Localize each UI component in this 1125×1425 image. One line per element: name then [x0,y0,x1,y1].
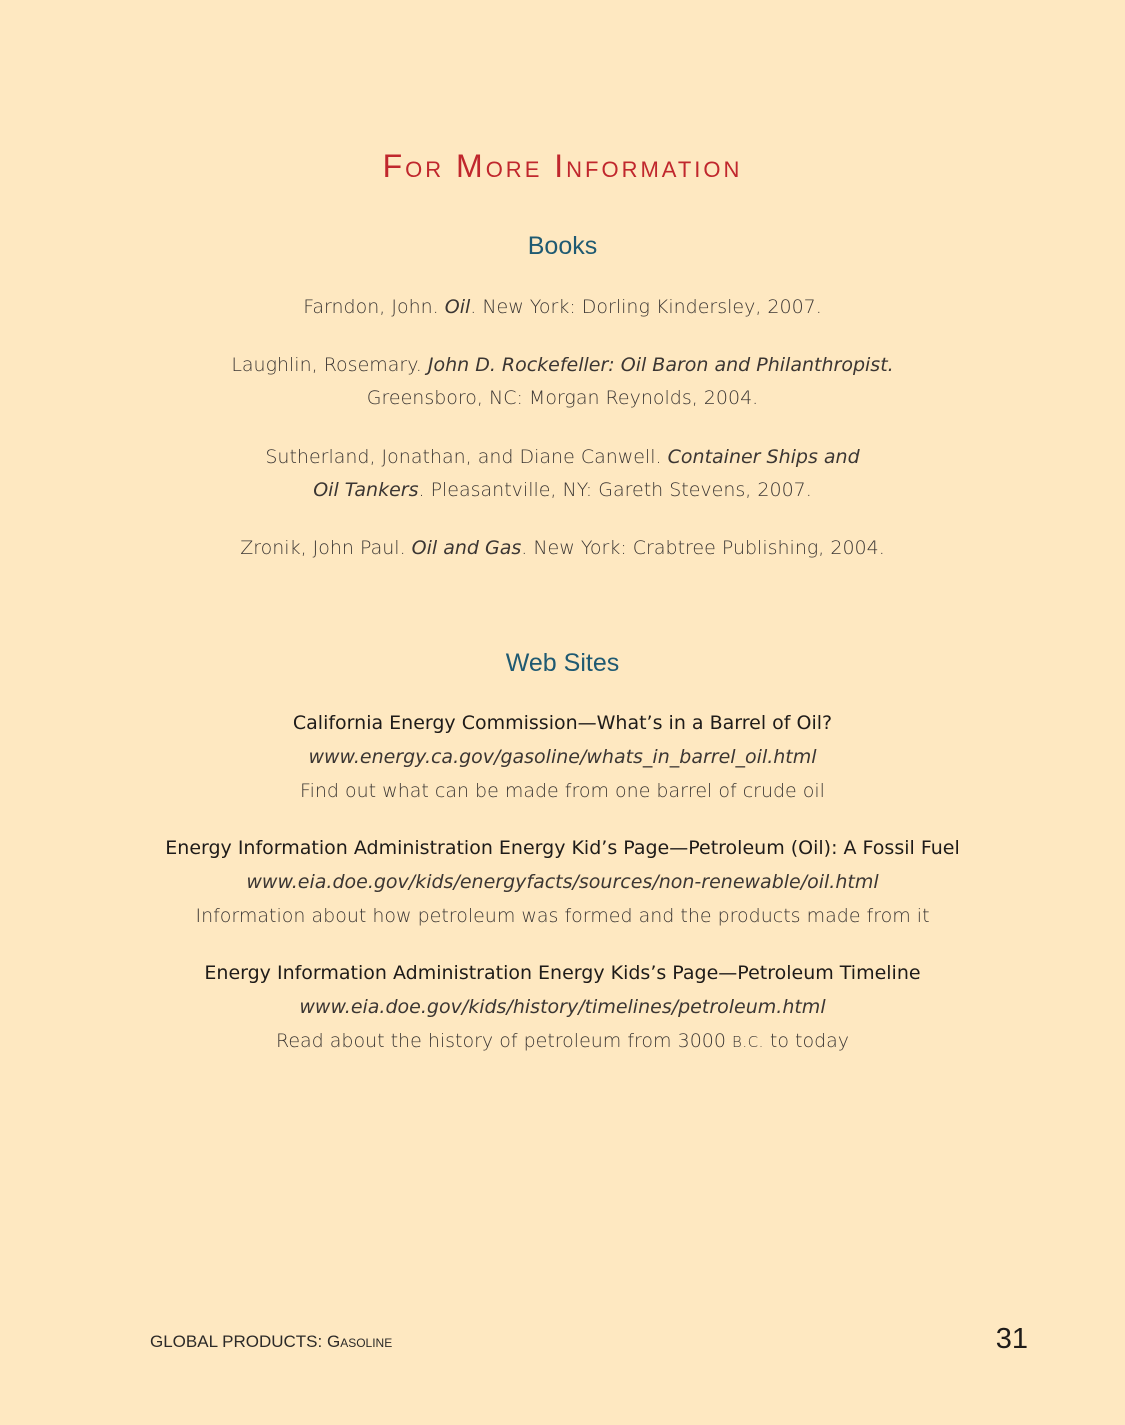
book-author: Sutherland, Jonathan, and Diane Canwell. [265,446,668,468]
book-author: Zronik, John Paul. [240,537,412,559]
web-site-entry [0,831,1125,933]
book-author: Farndon, John. [303,296,445,318]
description-text: Read about the history of petroleum from 3000 [275,1030,732,1052]
book-entry-laughlin [0,349,1125,415]
book-entry-farndon [0,291,1125,324]
web-site-description [0,1024,1125,1059]
web-site-title: Energy Information Administration Energy Kids’s Page—Petroleum Timeline [204,962,921,984]
books-heading: Books [527,232,598,260]
book-title-part-2: Oil Tankers [313,479,419,501]
web-site-url[interactable]: www.eia.doe.gov/kids/energyfacts/sources/non-renewable/oil.html [246,871,879,893]
footer-series: GLOBAL PRODUCTS: [150,1332,327,1351]
book-author: Laughlin, Rosemary. [231,354,428,376]
page-title: For More Information [382,148,743,184]
web-site-url[interactable]: www.energy.ca.gov/gasoline/whats_in_barrel_oil.html [308,746,817,768]
book-title: John D. Rockefeller: Oil Baron and Philanthropist. [427,354,894,376]
web-site-url[interactable]: www.eia.doe.gov/kids/history/timelines/petroleum.html [299,996,826,1018]
book-publication: . New York: Dorling Kindersley, 2007. [470,296,822,318]
description-text-end: to today [763,1030,850,1052]
web-site-title: Energy Information Administration Energy Kid’s Page—Petroleum (Oil): A Fossil Fuel [165,837,960,859]
footer-subject: Gasoline [326,1332,393,1351]
book-publication: . Pleasantville, NY: Gareth Stevens, 2007. [418,479,812,501]
book-title: Oil [444,296,471,318]
book-title: Oil and Gas [411,537,522,559]
web-site-entry [0,956,1125,1059]
description-era: B.C. [732,1033,764,1051]
book-publication: . New York: Crabtree Publishing, 2004. [521,537,885,559]
book-title-part-1: Container Ships and [667,446,860,468]
book-entry-sutherland [0,441,1125,507]
page-number: 31 [995,1323,1028,1355]
book-entry-zronik [0,532,1125,565]
footer-series-label [150,1332,392,1352]
web-site-title: California Energy Commission—What’s in a Barrel of Oil? [292,712,833,734]
book-publication: Greensboro, NC: Morgan Reynolds, 2004. [366,387,759,409]
web-site-description: Find out what can be made from one barrel of crude oil [300,780,825,802]
web-site-entry [0,706,1125,808]
web-sites-heading: Web Sites [505,649,620,677]
web-site-description: Information about how petroleum was formed and the products made from it [195,905,930,927]
